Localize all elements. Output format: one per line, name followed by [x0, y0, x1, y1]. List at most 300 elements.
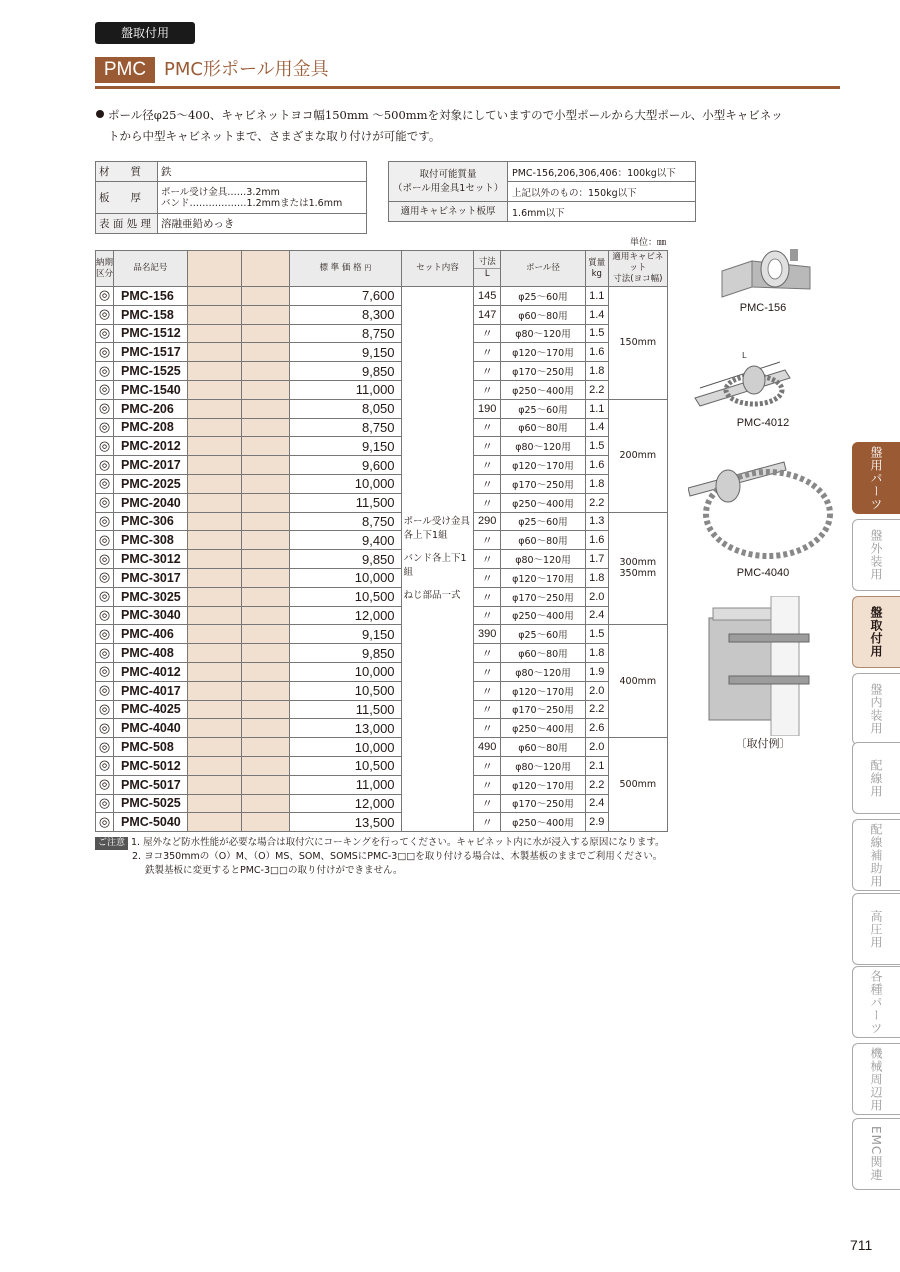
product-code: PMC-308 — [114, 531, 188, 550]
dimension-l: 147 — [474, 305, 501, 324]
material-label: 材 質 — [96, 162, 158, 182]
delivery-mark: ◎ — [96, 531, 114, 550]
product-code: PMC-306 — [114, 512, 188, 531]
table-row — [96, 474, 668, 493]
empty-cell — [187, 644, 241, 663]
side-tab-5[interactable] — [852, 742, 900, 814]
note-1: 1. 屋外など防水性能が必要な場合は取付穴にコーキングを行ってください。キャビネット内に水が浸入する原因になります。 — [131, 837, 665, 848]
lead-text — [96, 105, 846, 147]
table-row — [96, 625, 668, 644]
product-code: PMC-208 — [114, 418, 188, 437]
weight: 1.8 — [585, 362, 608, 381]
price: 9,150 — [290, 625, 401, 644]
table-row — [96, 775, 668, 794]
empty-cell — [187, 700, 241, 719]
th-dim-2: L — [474, 268, 500, 280]
side-tab-label: 高圧用 — [869, 909, 883, 949]
weight: 1.8 — [585, 568, 608, 587]
empty-cell — [187, 568, 241, 587]
table-row — [96, 587, 668, 606]
delivery-mark: ◎ — [96, 738, 114, 757]
weight: 2.0 — [585, 738, 608, 757]
price: 10,000 — [290, 738, 401, 757]
delivery-mark: ◎ — [96, 681, 114, 700]
product-code: PMC-3017 — [114, 568, 188, 587]
empty-cell — [187, 775, 241, 794]
dimension-l: 〃 — [474, 493, 501, 512]
dimension-l: 〃 — [474, 813, 501, 832]
price: 8,750 — [290, 512, 401, 531]
table-row — [96, 738, 668, 757]
delivery-mark: ◎ — [96, 794, 114, 813]
th-weight — [585, 251, 608, 287]
th-cabinet-2: 寸法(ヨコ幅) — [613, 274, 663, 284]
cabinet-width: 200mm — [608, 399, 667, 512]
delivery-mark: ◎ — [96, 324, 114, 343]
table-row — [96, 644, 668, 663]
side-tab-9[interactable] — [852, 1043, 900, 1115]
pole-diameter: φ60～80用 — [501, 531, 586, 550]
th-empty-1 — [187, 251, 241, 287]
weight: 1.9 — [585, 662, 608, 681]
delivery-mark: ◎ — [96, 493, 114, 512]
product-code: PMC-2017 — [114, 456, 188, 475]
spec-table-load — [388, 161, 696, 222]
empty-cell — [241, 343, 290, 362]
dimension-l: 〃 — [474, 550, 501, 569]
pole-diameter: φ170～250用 — [501, 587, 586, 606]
th-dim-1: 寸法 — [478, 257, 496, 267]
delivery-mark: ◎ — [96, 305, 114, 324]
page-number: 711 — [850, 1237, 873, 1253]
pole-diameter: φ80～120用 — [501, 437, 586, 456]
dimension-l: 〃 — [474, 380, 501, 399]
empty-cell — [241, 587, 290, 606]
title-rule — [95, 86, 840, 89]
empty-cell — [187, 362, 241, 381]
lead-line-2: トから中型キャビネットまで、さまざまな取り付けが可能です。 — [108, 129, 441, 143]
side-tab-label: 配線補助用 — [869, 822, 883, 888]
side-tab-3[interactable] — [852, 596, 900, 668]
delivery-mark: ◎ — [96, 587, 114, 606]
table-row — [96, 493, 668, 512]
price: 10,500 — [290, 681, 401, 700]
dimension-l: 〃 — [474, 343, 501, 362]
pmc-4012-image — [690, 348, 810, 418]
weight: 1.1 — [585, 287, 608, 306]
dimension-l: 〃 — [474, 587, 501, 606]
dimension-l: 〃 — [474, 437, 501, 456]
th-weight-2: kg — [591, 268, 602, 279]
side-tab-8[interactable] — [852, 966, 900, 1038]
product-code: PMC-4012 — [114, 662, 188, 681]
bullet-icon — [96, 110, 104, 118]
dimension-l: 〃 — [474, 362, 501, 381]
side-tab-2[interactable] — [852, 519, 900, 591]
dimension-l: 〃 — [474, 756, 501, 775]
table-row — [96, 681, 668, 700]
empty-cell — [241, 305, 290, 324]
pole-diameter: φ120～170用 — [501, 456, 586, 475]
delivery-mark: ◎ — [96, 625, 114, 644]
thickness-label: 板 厚 — [96, 182, 158, 214]
table-row — [96, 362, 668, 381]
side-tab-7[interactable] — [852, 893, 900, 965]
empty-cell — [241, 399, 290, 418]
empty-cell — [241, 418, 290, 437]
weight: 1.5 — [585, 437, 608, 456]
table-row — [96, 343, 668, 362]
pole-diameter: φ170～250用 — [501, 362, 586, 381]
empty-cell — [187, 587, 241, 606]
dimension-l: 290 — [474, 512, 501, 531]
finish-label: 表 面 処 理 — [96, 214, 158, 234]
price: 9,850 — [290, 550, 401, 569]
empty-cell — [241, 794, 290, 813]
material-value: 鉄 — [158, 162, 367, 182]
empty-cell — [187, 681, 241, 700]
th-set: セット内容 — [401, 251, 474, 287]
side-tab-10[interactable] — [852, 1118, 900, 1190]
table-row — [96, 700, 668, 719]
table-row — [96, 324, 668, 343]
empty-cell — [241, 474, 290, 493]
price: 13,000 — [290, 719, 401, 738]
empty-cell — [241, 550, 290, 569]
table-row — [96, 305, 668, 324]
side-tab-label: EMC関連 — [869, 1126, 883, 1182]
dimension-l: 〃 — [474, 644, 501, 663]
pmc-156-image — [712, 243, 822, 303]
delivery-mark: ◎ — [96, 380, 114, 399]
side-tab-label: 盤内装用 — [869, 683, 883, 735]
dimension-l: 〃 — [474, 700, 501, 719]
th-price — [290, 251, 401, 287]
product-table — [95, 250, 668, 832]
product-code: PMC-2012 — [114, 437, 188, 456]
table-row — [96, 456, 668, 475]
mounting-example-label: 〔取付例〕 — [735, 738, 791, 750]
table-row — [96, 287, 668, 306]
th-cabinet-1: 適用キャビネット — [612, 252, 664, 273]
side-tab-6[interactable] — [852, 819, 900, 891]
pole-diameter: φ60～80用 — [501, 418, 586, 437]
empty-cell — [187, 343, 241, 362]
side-tab-label: 盤外装用 — [869, 529, 883, 581]
load-value-1: PMC-156,206,306,406：100kg以下 — [508, 162, 696, 182]
weight: 2.2 — [585, 380, 608, 399]
dimension-l: 〃 — [474, 719, 501, 738]
delivery-mark: ◎ — [96, 399, 114, 418]
title-code: PMC — [95, 57, 155, 83]
pole-diameter: φ80～120用 — [501, 550, 586, 569]
spec-table-material — [95, 161, 367, 234]
empty-cell — [187, 437, 241, 456]
price: 12,000 — [290, 794, 401, 813]
pole-diameter: φ170～250用 — [501, 794, 586, 813]
weight: 1.4 — [585, 418, 608, 437]
table-row — [96, 756, 668, 775]
dimension-l: 〃 — [474, 324, 501, 343]
empty-cell — [241, 568, 290, 587]
product-code: PMC-3040 — [114, 606, 188, 625]
pole-diameter: φ120～170用 — [501, 343, 586, 362]
delivery-mark: ◎ — [96, 719, 114, 738]
cabinet-width: 400mm — [608, 625, 667, 738]
side-tab-1[interactable] — [852, 442, 900, 514]
price: 13,500 — [290, 813, 401, 832]
weight: 2.2 — [585, 493, 608, 512]
empty-cell — [241, 456, 290, 475]
product-code: PMC-2040 — [114, 493, 188, 512]
set-contents-2: 各上下1組 — [403, 530, 448, 542]
weight: 2.0 — [585, 587, 608, 606]
price: 12,000 — [290, 606, 401, 625]
mounting-example-image — [705, 596, 825, 736]
empty-cell — [187, 399, 241, 418]
pole-diameter: φ120～170用 — [501, 775, 586, 794]
weight: 1.8 — [585, 644, 608, 663]
table-row — [96, 418, 668, 437]
board-label: 適用キャビネット板厚 — [389, 202, 508, 222]
weight: 1.6 — [585, 343, 608, 362]
pmc-4040-image — [688, 456, 838, 566]
delivery-mark: ◎ — [96, 362, 114, 381]
category-label: 盤取付用 — [95, 22, 195, 44]
dimension-l: 〃 — [474, 456, 501, 475]
dimension-l: 190 — [474, 399, 501, 418]
weight: 1.6 — [585, 456, 608, 475]
pole-diameter: φ25～60用 — [501, 287, 586, 306]
weight: 2.4 — [585, 794, 608, 813]
side-tab-label: 盤用パーツ — [869, 445, 883, 511]
weight: 2.4 — [585, 606, 608, 625]
dimension-l-label: L — [742, 351, 747, 360]
empty-cell — [241, 606, 290, 625]
empty-cell — [241, 625, 290, 644]
weight: 1.5 — [585, 324, 608, 343]
cabinet-width-1: 300mm — [619, 557, 657, 569]
price: 11,000 — [290, 775, 401, 794]
finish-value: 溶融亜鉛めっき — [158, 214, 367, 234]
empty-cell — [187, 794, 241, 813]
pole-diameter: φ80～120用 — [501, 662, 586, 681]
th-cabinet — [608, 251, 667, 287]
weight: 2.6 — [585, 719, 608, 738]
product-code: PMC-5017 — [114, 775, 188, 794]
set-contents-4: ねじ部品一式 — [403, 590, 461, 602]
price: 9,850 — [290, 644, 401, 663]
empty-cell — [241, 437, 290, 456]
price: 8,750 — [290, 324, 401, 343]
product-code: PMC-1512 — [114, 324, 188, 343]
price: 10,500 — [290, 756, 401, 775]
table-row — [96, 437, 668, 456]
delivery-mark: ◎ — [96, 343, 114, 362]
empty-cell — [187, 380, 241, 399]
dimension-l: 490 — [474, 738, 501, 757]
dimension-l: 390 — [474, 625, 501, 644]
product-code: PMC-206 — [114, 399, 188, 418]
price: 11,000 — [290, 380, 401, 399]
side-tab-label: 機械周辺用 — [869, 1046, 883, 1112]
table-row — [96, 568, 668, 587]
delivery-mark: ◎ — [96, 700, 114, 719]
delivery-mark: ◎ — [96, 644, 114, 663]
empty-cell — [187, 606, 241, 625]
cabinet-width — [608, 512, 667, 625]
empty-cell — [241, 287, 290, 306]
weight: 1.4 — [585, 305, 608, 324]
empty-cell — [187, 813, 241, 832]
delivery-mark: ◎ — [96, 512, 114, 531]
pole-diameter: φ250～400用 — [501, 813, 586, 832]
price: 9,400 — [290, 531, 401, 550]
price: 11,500 — [290, 700, 401, 719]
delivery-mark: ◎ — [96, 550, 114, 569]
empty-cell — [187, 287, 241, 306]
side-tab-label: 盤取付用 — [869, 606, 883, 658]
dimension-l: 〃 — [474, 794, 501, 813]
empty-cell — [241, 324, 290, 343]
product-code: PMC-5040 — [114, 813, 188, 832]
th-weight-1: 質量 — [588, 257, 606, 268]
cabinet-width: 500mm — [608, 738, 667, 832]
pole-diameter: φ250～400用 — [501, 606, 586, 625]
price: 8,050 — [290, 399, 401, 418]
load-label-1: 取付可能質量 — [419, 168, 477, 180]
table-row — [96, 380, 668, 399]
empty-cell — [187, 550, 241, 569]
weight: 1.1 — [585, 399, 608, 418]
side-tab-4[interactable] — [852, 673, 900, 745]
weight: 2.1 — [585, 756, 608, 775]
product-code: PMC-5025 — [114, 794, 188, 813]
product-code: PMC-1525 — [114, 362, 188, 381]
set-contents — [401, 287, 474, 832]
pole-diameter: φ80～120用 — [501, 756, 586, 775]
price: 11,500 — [290, 493, 401, 512]
price: 10,000 — [290, 474, 401, 493]
weight: 2.2 — [585, 700, 608, 719]
product-code: PMC-156 — [114, 287, 188, 306]
pole-diameter: φ60～80用 — [501, 305, 586, 324]
delivery-mark: ◎ — [96, 456, 114, 475]
price: 8,750 — [290, 418, 401, 437]
dimension-l: 〃 — [474, 568, 501, 587]
empty-cell — [241, 512, 290, 531]
pmc-4012-label: PMC-4012 — [736, 417, 790, 429]
empty-cell — [241, 644, 290, 663]
weight: 2.9 — [585, 813, 608, 832]
empty-cell — [241, 362, 290, 381]
delivery-mark: ◎ — [96, 437, 114, 456]
pole-diameter: φ60～80用 — [501, 644, 586, 663]
price: 9,150 — [290, 343, 401, 362]
delivery-mark: ◎ — [96, 418, 114, 437]
price: 10,500 — [290, 587, 401, 606]
thickness-value — [158, 182, 367, 214]
page-title: PMC形ポール用金具 — [164, 59, 329, 80]
price: 9,600 — [290, 456, 401, 475]
set-contents-1: ポール受け金具 — [403, 516, 470, 528]
weight: 1.6 — [585, 531, 608, 550]
th-empty-2 — [241, 251, 290, 287]
weight: 2.0 — [585, 681, 608, 700]
pole-diameter: φ250～400用 — [501, 719, 586, 738]
load-label-2: （ポール用金具1セット） — [393, 182, 504, 194]
product-code: PMC-158 — [114, 305, 188, 324]
price: 7,600 — [290, 287, 401, 306]
empty-cell — [241, 700, 290, 719]
empty-cell — [241, 719, 290, 738]
price: 10,000 — [290, 662, 401, 681]
table-row — [96, 719, 668, 738]
empty-cell — [241, 493, 290, 512]
pole-diameter: φ25～60用 — [501, 512, 586, 531]
product-code: PMC-406 — [114, 625, 188, 644]
empty-cell — [187, 738, 241, 757]
delivery-mark: ◎ — [96, 287, 114, 306]
empty-cell — [187, 493, 241, 512]
th-pole: ポール径 — [501, 251, 586, 287]
weight: 1.8 — [585, 474, 608, 493]
empty-cell — [187, 756, 241, 775]
empty-cell — [187, 662, 241, 681]
pmc-156-label: PMC-156 — [739, 302, 787, 314]
pole-diameter: φ25～60用 — [501, 625, 586, 644]
dimension-l: 〃 — [474, 681, 501, 700]
product-code: PMC-1517 — [114, 343, 188, 362]
weight: 1.7 — [585, 550, 608, 569]
table-row — [96, 662, 668, 681]
dimension-l: 〃 — [474, 775, 501, 794]
pole-diameter: φ250～400用 — [501, 493, 586, 512]
empty-cell — [187, 305, 241, 324]
delivery-mark: ◎ — [96, 756, 114, 775]
empty-cell — [187, 531, 241, 550]
delivery-mark: ◎ — [96, 474, 114, 493]
empty-cell — [241, 756, 290, 775]
price: 8,300 — [290, 305, 401, 324]
empty-cell — [241, 813, 290, 832]
empty-cell — [187, 324, 241, 343]
th-price-label: 標 準 価 格 — [319, 263, 362, 273]
th-delivery-2: 区分 — [96, 268, 114, 279]
empty-cell — [187, 625, 241, 644]
table-row — [96, 531, 668, 550]
th-delivery-1: 納期 — [96, 257, 114, 268]
dimension-l: 145 — [474, 287, 501, 306]
side-tab-label: 配線用 — [869, 758, 883, 798]
weight: 2.2 — [585, 775, 608, 794]
product-code: PMC-408 — [114, 644, 188, 663]
pole-diameter: φ25～60用 — [501, 399, 586, 418]
dimension-l: 〃 — [474, 418, 501, 437]
pole-diameter: φ170～250用 — [501, 474, 586, 493]
table-row — [96, 813, 668, 832]
empty-cell — [187, 719, 241, 738]
note-3: 鉄製基板に変更するとPMC-3□□の取り付けができません。 — [145, 865, 403, 876]
thickness-1: ポール受け金具……3.2mm — [161, 186, 280, 198]
empty-cell — [241, 681, 290, 700]
notes — [95, 836, 665, 878]
delivery-mark: ◎ — [96, 662, 114, 681]
empty-cell — [241, 531, 290, 550]
dimension-l: 〃 — [474, 662, 501, 681]
pmc-4040-label: PMC-4040 — [736, 567, 790, 579]
load-label — [389, 162, 508, 202]
